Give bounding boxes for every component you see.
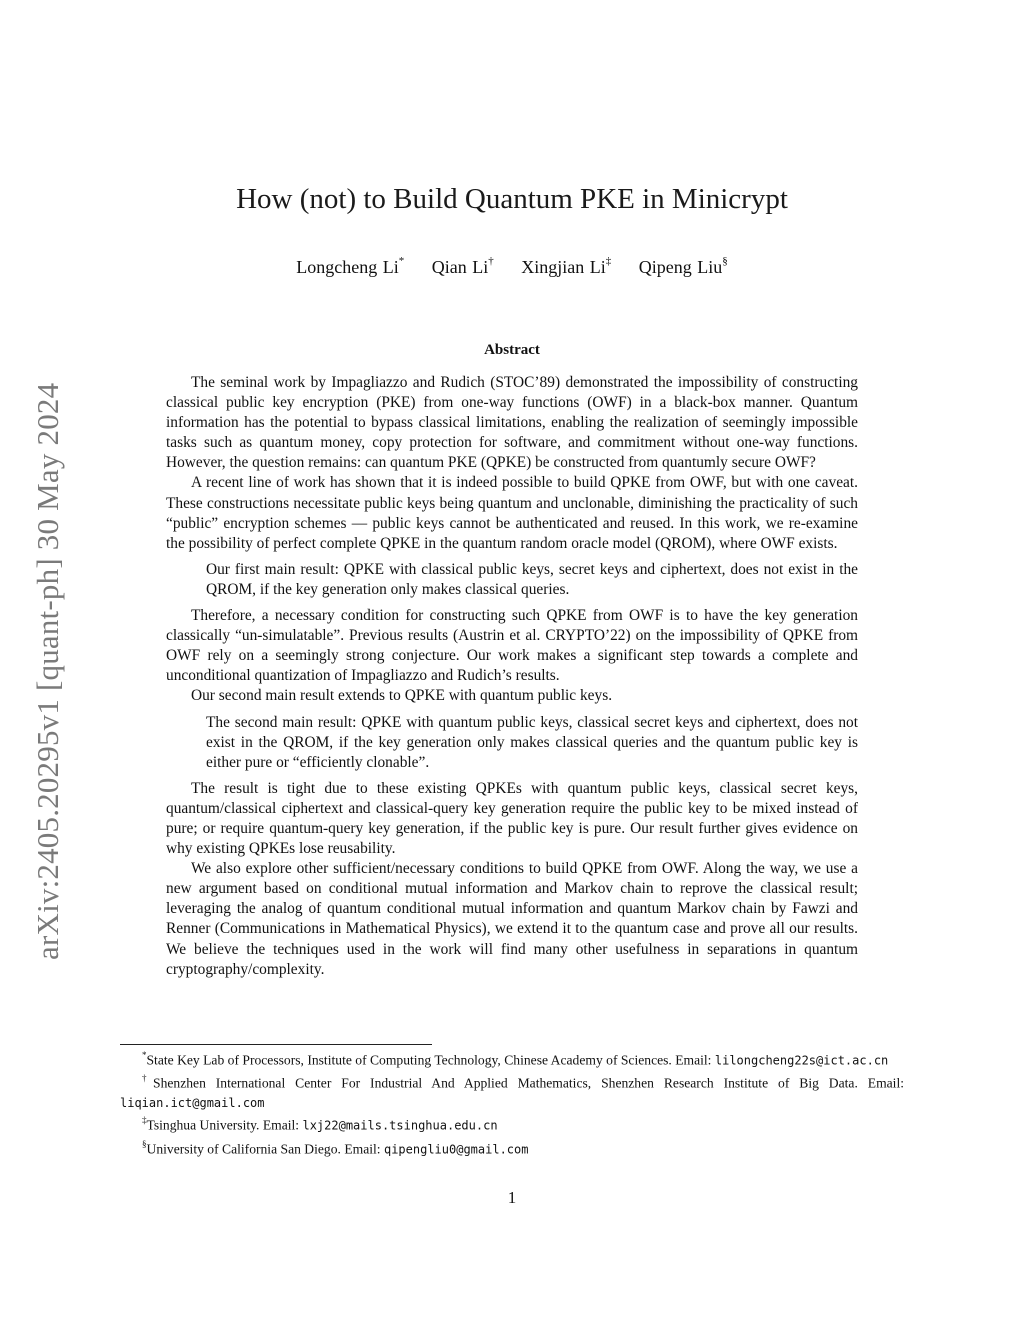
author-mark: †: [488, 255, 494, 267]
footnote-divider: [120, 1044, 432, 1045]
author-email-link[interactable]: qipengliu0@gmail.com: [383, 1142, 529, 1157]
author-list: [0, 257, 1024, 278]
author-name: Longcheng Li: [296, 257, 399, 277]
arxiv-identifier: arXiv:2405.20295v1 [quant-ph] 30 May 2024: [30, 382, 65, 960]
author: [521, 257, 611, 277]
author: [296, 257, 404, 277]
footnote-mark: ‡: [142, 1115, 147, 1126]
author-email-link[interactable]: lxj22@mails.tsinghua.edu.cn: [302, 1118, 498, 1133]
author-mark: ‡: [605, 255, 612, 267]
footnote-text: Shenzhen International Center For Industrial And Applied Mathematics, Shenzhen Research Institute of Big Data. Email:: [153, 1075, 905, 1091]
author: [639, 257, 728, 277]
author: [432, 257, 494, 277]
author-name: Qian Li: [431, 257, 489, 277]
abstract-body: [166, 373, 858, 980]
paper-title: How (not) to Build Quantum PKE in Minicrypt: [236, 183, 788, 215]
page-number: 1: [507, 1188, 517, 1207]
footnote: [120, 1047, 904, 1070]
main-result-statement: Our first main result: QPKE with classical public keys, secret keys and ciphertext, does not exist in the QROM, if the key generation only makes classical queries.: [206, 560, 858, 598]
footnote-text: Tsinghua University. Email:: [146, 1117, 303, 1133]
footnote: [120, 1070, 904, 1112]
abstract-heading: Abstract: [484, 342, 540, 358]
author-mark: *: [398, 255, 405, 267]
footnote: [120, 1112, 904, 1135]
arxiv-side-stamp: [29, 330, 67, 960]
author-email-link[interactable]: lilongcheng22s@ict.ac.cn: [714, 1053, 889, 1068]
main-result-statement: The second main result: QPKE with quantum public keys, classical secret keys and ciphertext, does not exist in the QROM, if the key generation only makes classical queries and the quantum public key is either pure or “efficiently clonable”.: [206, 713, 858, 771]
abstract-paragraph: The result is tight due to these existing QPKEs with quantum public keys, classical secret keys, quantum/classical ciphertext and classical-query key generation require the public key to be mixed instead of pure; or require quantum-query key generation, if the public key is pure. Our result further gives evidence on why existing QPKEs lose reusability.: [166, 779, 858, 858]
author-name: Xingjian Li: [521, 257, 606, 277]
footnote: [120, 1136, 904, 1159]
abstract-paragraph: Therefore, a necessary condition for constructing such QPKE from OWF is to have the key generation classically “un-simulatable”. Previous results (Austrin et al. CRYPTO’22) on the impossibility of QPKE from OWF rely on a seemingly strong conjecture. Our work makes a significant step towards a complete and unconditional quantization of Impagliazzo and Rudich’s results.: [166, 607, 858, 685]
author-name: Qipeng Liu: [638, 257, 723, 277]
footnotes: [120, 1047, 904, 1159]
abstract-paragraph: We also explore other sufficient/necessary conditions to build QPKE from OWF. Along the way, we use a new argument based on conditional mutual information and Markov chain to reprove the classical result; leveraging the analog of quantum conditional mutual information and quantum Markov chain by Fawzi and Renner (Communications in Mathematical Physics), we extend it to the quantum case and prove all our results. We believe the techniques used in the work will find many other usefulness in separations in quantum cryptography/complexity.: [166, 860, 858, 978]
abstract-paragraph: Our second main result extends to QPKE with quantum public keys.: [191, 687, 613, 705]
author-mark: §: [722, 255, 728, 267]
footnote-mark: †: [142, 1073, 154, 1084]
footnote-mark: §: [142, 1138, 147, 1149]
abstract-paragraph: A recent line of work has shown that it is indeed possible to build QPKE from OWF, but with one caveat. These constructions necessitate public keys being quantum and unclonable, diminishing the practicality of such “public” encryption schemes — public keys cannot be authenticated and reused. In this work, we re-examine the possibility of perfect complete QPKE in the quantum random oracle model (QROM), where OWF exists.: [166, 474, 858, 552]
footnote-text: State Key Lab of Processors, Institute of Computing Technology, Chinese Academy of Sciences. Email:: [146, 1052, 715, 1068]
author-email-link[interactable]: liqian.ict@gmail.com: [120, 1095, 265, 1110]
footnote-mark: *: [142, 1050, 147, 1060]
footnote-text: University of California San Diego. Email:: [146, 1141, 384, 1157]
abstract-paragraph: The seminal work by Impagliazzo and Rudich (STOC’89) demonstrated the impossibility of constructing classical public key encryption (PKE) from one-way functions (OWF) in a black-box manner. Quantum information has the potential to bypass classical limitations, enabling the realization of seemingly impossible tasks such as quantum money, copy protection for software, and commitment without one-way functions. However, the question remains: can quantum PKE (QPKE) be constructed from quantumly secure OWF?: [166, 374, 858, 472]
